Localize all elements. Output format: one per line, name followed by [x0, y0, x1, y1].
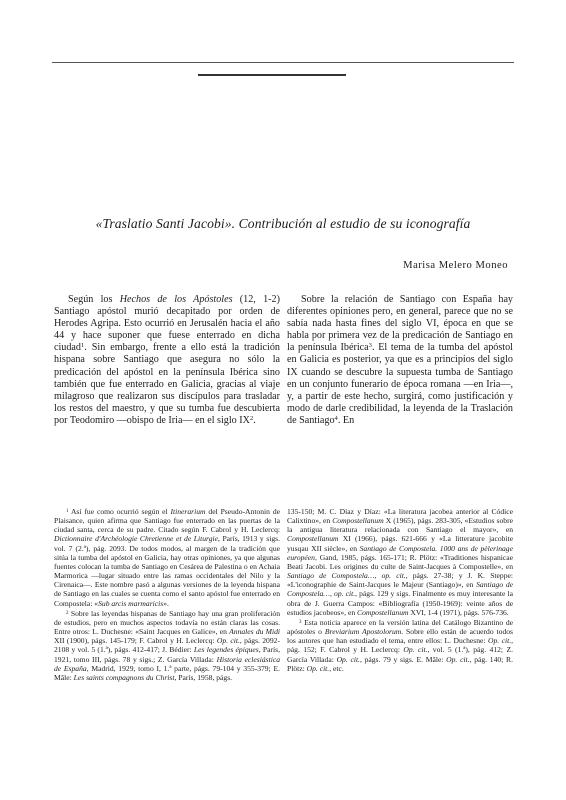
- body-column-left: [54, 294, 280, 427]
- footnote-ref-4: 4: [334, 414, 338, 422]
- header-rule-thin: [52, 62, 514, 63]
- footnotes-right: [287, 507, 513, 673]
- footnote-number: 3: [299, 619, 302, 625]
- footnote-1: $^1$ Así fue como ocurrió según el Itinerarium del Pseudo-Antonin de Plaisance, quien afirma que Santiago fue enterrado en las puertas de la ciudad santa, cerca de su padre. Citado según F. Cabrol y H. Leclercq: Dictionnaire d'Archéologie Chretienne et de Liturgie, París, 1913 y sigs. vol. 7 (2.ª), pág. 2093. De todos modos, al margen de la tradición que sitúa la tumba del apóstol en Galicia, hay otras opiniones, ya que algunas fuentes colocan la tumba de Santiago en Cesárea de Palestina o en Achaia Marmorica —lugar situado entre las ramas occidentales del Nilo y la Cirenaica—. Este nombre pasó a algunas versiones de la leyenda hispana de Santiago en las cuales se cuenta como el santo apóstol fue enterrado en Compostela: «Sub arcis marmaricis».: [54, 507, 280, 608]
- body-column-right: [287, 294, 513, 427]
- footnote-number: 1: [66, 508, 69, 514]
- paragraph-left: Según los Hechos de los Apóstoles (12, 1-2) Santiago apóstol murió decapitado por orden de Herodes Agripa. Esto ocurrió en Jerusalén hacia el año 44 y hace suponer que fuese enterrado en dicha ciudad$^1$. Sin embargo, frente a ello está la tradición hispana sobre Santiago que asegura no sólo la predicación del apóstol en la península Ibérica sino también que fue enterrado en Galicia, gracias al viaje milagroso que realizaron sus discípulos para trasladar los restos del maestro, y que su tumba fue descubierta por Teodomiro —obispo de Iria— en el siglo $IX^2$.: [54, 294, 280, 426]
- article-title: «Traslatio Santi Jacobi». Contribución al estudio de su iconografía: [95, 216, 471, 231]
- footnote-3: $^3$ Esta noticia aparece en la versión latina del Catálogo Bizantino de apóstoles o Breviarium Apostolorum. Sobre ello están de acuerdo todos los autores que han estudiado el tema, entre ellos: L. Duchesne: Op. cit., pág. 152; F. Cabrol y H. Leclercq: Op. cit., vol. 5 (1.ª), pág. 412; Z. García Villada: Op. cit., págs. 79 y sigs. E. Mâle: Op. cit., pág. 140; R. Plötz: Op. cit., etc.: [287, 617, 513, 673]
- footnote-2: $^2$ Sobre las leyendas hispanas de Santiago hay una gran proliferación de estudios, pero en muchos aspectos todavía no están claras las cosas. Entre otros: L. Duchesne: «Saint Jacques en Galice», en Annales du Midi XII (1900), págs. 145-179; F. Cabrol y H. Leclercq: Op. cit., págs. 2092-2108 y vol. 5 (1.ª), págs. 412-417; J. Bédier: Les legendes épiques, París, 1921, tomo III, págs. 78 y sigs.; Z. García Villada: Historia eclesiástica de España, Madrid, 1929, tomo I, 1.ª parte, págs. 79-104 y 355-379; E. Mâle: Les saints compagnons du Christ, París, 1958, págs.: [54, 608, 280, 682]
- footnote-ref-2: 2: [249, 414, 254, 422]
- footnote-ref-1: 1: [81, 342, 85, 350]
- footnote-ref-3: 3: [368, 342, 372, 350]
- book-title: Hechos de los Apóstoles: [119, 294, 233, 305]
- author-last: Melero Moneo: [438, 260, 508, 271]
- header-rule-thick: [198, 74, 346, 76]
- author-name: [403, 260, 508, 271]
- footnotes-left: [54, 507, 280, 682]
- footnote-number: 2: [66, 610, 69, 616]
- paragraph-right: Sobre la relación de Santiago con España hay diferentes opiniones pero, en general, parece que no se sabía nada hasta fines del siglo VI, época en que se habla por primera vez de la predicación de Santiago en la península Ibérica$^3$. El tema de la tumba del apóstol en Galicia es posterior, ya que es a principios del siglo IX cuando se descubre la supuesta tumba de Santiago en un conjunto funerario de época romana —en Iria—, y, a partir de este hecho, surgirá, como justificación y modo de darle credibilidad, la leyenda de la Traslación de Santiago$^4$. En: [287, 294, 513, 426]
- author-first: Marisa: [403, 260, 436, 271]
- footnote-2-continued: 135-150; M. C. Díaz y Díaz: «La literatura jacobea anterior al Códice Calixtino», en Compostellanum X (1965), págs. 283-305, «Estudios sobre la antigua literatura relacionada con Santiago el mayor», en Compostellanum XI (1966), págs. 621-666 y «La litterature jacobite yusqau XII siècle», en Santiago de Compostela. 1000 ans de pèlerinage européen, Gand, 1985, págs. 165-171; R. Plötz: «Traditiones hispanicae Beati Jacobi. Les origines du culte de Saint-Jacques à Compostelle», en Santiago de Compostela…, op. cit., págs. 27-38; y J. K. Steppe: «L'iconographie de Saint-Jacques le Majeur (Santiago)», en Santiago de Compostela…, op. cit., págs. 129 y sigs. Finalmente es muy interesante la obra de J. Guerra Campos: «Bibliografía (1950-1969): veinte años de estudios jacobeos», en Compostellanum XVI, 1-4 (1971), págs. 576-736.: [287, 507, 513, 617]
